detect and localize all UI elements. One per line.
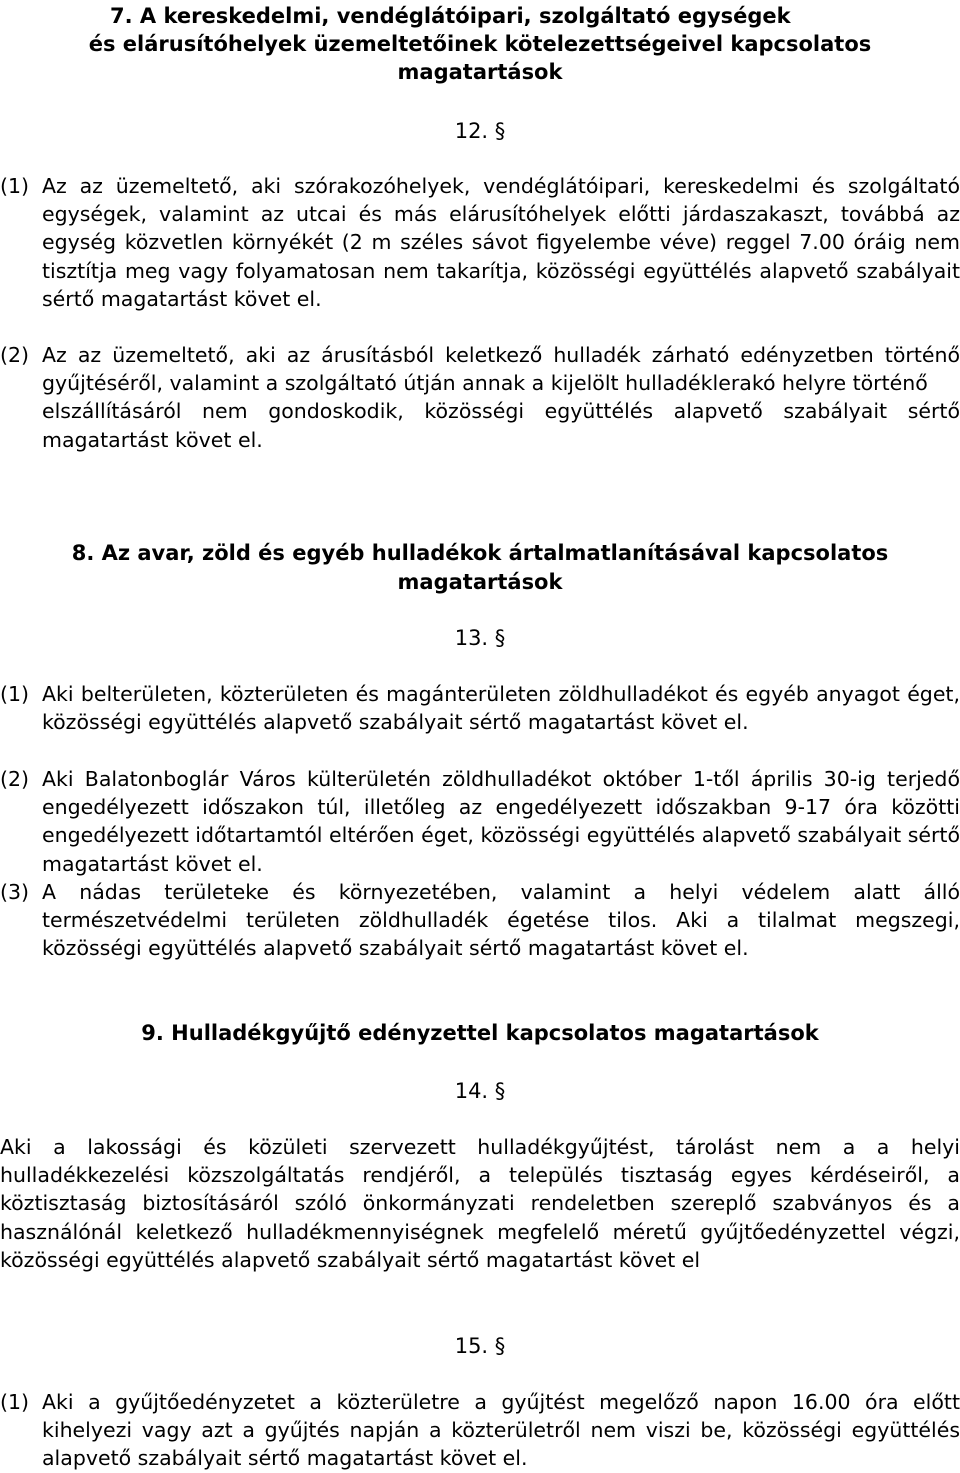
section-13-paragraph-3	[0, 878, 960, 963]
paragraph-number: (1)	[0, 682, 30, 706]
section-14-number: 14. §	[454, 1079, 506, 1103]
paragraph-text: Aki belterületen, közterületen és magánterületen zöldhulladékot és egyéb anyagot éget, közösségi együttélés alapvető szabályait sértő magatartást követ el.	[42, 682, 960, 735]
paragraph-number: (1)	[0, 174, 30, 198]
section-14-text: Aki a lakossági és közületi szervezett hulladékgyűjtést, tárolást nem a a helyi hulladékkezelési közszolgáltatás rendjéről, a település tisztaság egyes kérdéseiről, a köztisztaság biztosításáról szóló önkormányzati rendeletben szereplő szabványos és a használónál keletkező hulladékmennyiségnek megfelelő méretű gyűjtőedényzettel végzi, közösségi együttélés alapvető szabályait sértő magatartást követ el	[0, 1135, 960, 1272]
section-12-number: 12. §	[454, 119, 506, 143]
paragraph-text: A nádas területeke és környezetében, valamint a helyi védelem alatt álló természetvédelmi területen zöldhulladék égetése tilos. Aki a tilalmat megszegi, közösségi együttélés alapvető szabályait sértő magatartást követ el.	[42, 880, 960, 961]
paragraph-text: Az az üzemeltető, aki szórakozóhelyek, vendéglátóipari, kereskedelmi és szolgáltató egységek, valamint az utcai és más elárusítóhelyek előtti járdaszakaszt, továbbá az egység közvetlen környékét (2 m széles sávot figyelembe véve) reggel 7.00 óráig nem tisztítja meg vagy folyamatosan nem takarítja, közösségi együttélés alapvető szabályait sértő magatartást követ el.	[42, 174, 960, 311]
section-15-number: 15. §	[454, 1334, 506, 1358]
section-12-paragraph-1	[0, 172, 960, 313]
paragraph-number: (3)	[0, 880, 30, 904]
chapter-7-title-line-1: 7. A kereskedelmi, vendéglátóipari, szolgáltató egységek	[110, 4, 791, 28]
paragraph-text-continued: elszállításáról nem gondoskodik, közösségi együttélés alapvető szabályait sértő magatartást követ el.	[42, 399, 960, 452]
paragraph-number: (2)	[0, 343, 30, 367]
paragraph-number: (1)	[0, 1390, 30, 1414]
chapter-8-title-line-1: 8. Az avar, zöld és egyéb hulladékok ártalmatlanításával kapcsolatos	[71, 541, 889, 565]
section-13-paragraph-2	[0, 765, 960, 878]
paragraph-text: Aki a gyűjtőedényzetet a közterületre a gyűjtést megelőző napon 16.00 óra előtt kihelyezi vagy azt a gyűjtés napján a közterületről nem viszi be, közösségi együttélés alapvető szabályait sértő magatartást követ el.	[42, 1390, 960, 1471]
paragraph-number: (2)	[0, 767, 30, 791]
section-15-paragraph-1	[0, 1388, 960, 1473]
chapter-7-title-line-2: és elárusítóhelyek üzemeltetőinek kötelezettségeivel kapcsolatos	[88, 32, 872, 56]
paragraph-text: Aki Balatonboglár Város külterületén zöldhulladékot október 1-től április 30-ig terjedő engedélyezett időszakon túl, illetőleg az engedélyezett időszakban 9-17 óra közötti engedélyezett időtartamtól eltérően éget, közösségi együttélés alapvető szabályait sértő magatartást követ el.	[42, 767, 960, 876]
chapter-8-title-line-2: magatartások	[397, 570, 563, 594]
chapter-7-title-line-3: magatartások	[397, 60, 563, 84]
section-13-paragraph-1	[0, 680, 960, 736]
chapter-9-title: 9. Hulladékgyűjtő edényzettel kapcsolatos magatartások	[141, 1021, 819, 1045]
section-12-paragraph-2	[0, 341, 960, 454]
section-13-number: 13. §	[454, 626, 506, 650]
paragraph-text: Az az üzemeltető, aki az árusításból keletkező hulladék zárható edényzetben történő gyűjtéséről, valamint a szolgáltató útján annak a kijelölt hulladéklerakó helyre történő	[42, 343, 960, 396]
